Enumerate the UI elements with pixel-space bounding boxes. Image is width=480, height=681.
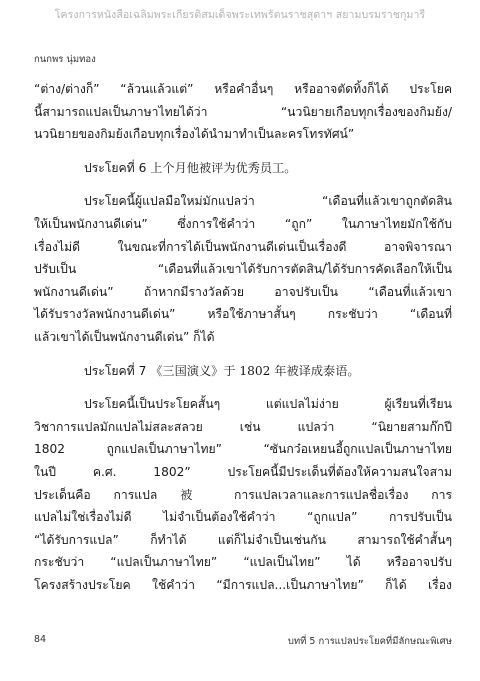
paragraph-line: แปลไม่ใช่เรื่องไม่ดี ไม่จำเป็นต้องใช้คำว่า “ถูกแปล” การปรับเป็น (34, 510, 452, 525)
paragraph-3 (34, 393, 452, 596)
author-name: กนกพร นุ่มทอง (34, 54, 96, 65)
paragraph-line: ปรับเป็น “เดือนที่แล้วเขาได้รับการตัดสิน/ได้รับการคัดเลือกให้เป็น (34, 262, 452, 277)
example-6 (34, 157, 452, 180)
paragraph-line: แล้วเขาได้เป็นพนักงานดีเด่น” ก็ได้ (34, 329, 215, 344)
chapter-footer: บทที่ 5 การแปลประโยคที่มีลักษณะพิเศษ (287, 636, 452, 647)
paragraph-1 (34, 78, 452, 146)
paragraph-line: ประเด็นคือ การแปล 被 การแปลเวลาและการแปลชื่อเรื่อง การ (34, 487, 452, 502)
example-label: ประโยคที่ 7 (84, 363, 147, 378)
paragraph-line: นี้สามารถแปลเป็นภาษาไทยได้ว่า “นวนิยายเกือบทุกเรื่องของกิมย้ง/ (34, 104, 452, 119)
example-sentence: 上个月他被评为优秀员工。 (150, 160, 297, 175)
paragraph-line: พนักงานดีเด่น” ถ้าหากมีรางวัลด้วย อาจปรับเป็น “เดือนที่แล้วเขา (34, 284, 452, 299)
paragraph-line: ได้รับรางวัลพนักงานดีเด่น” หรือใช้ภาษาสั้นๆ กระชับว่า “เดือนที่ (34, 307, 452, 322)
paragraph-line: วิชาการแปลมักแปลไม่สละสลวย เช่น แปลว่า “นิยายสามก๊กปี (34, 419, 452, 434)
example-label: ประโยคที่ 6 (84, 160, 147, 175)
paragraph-line: ในปี ค.ศ. 1802” ประโยคนี้มีประเด็นที่ต้องให้ความสนใจสาม (34, 464, 452, 479)
paragraph-2 (34, 190, 452, 348)
paragraph-line: ประโยคนี้เป็นประโยคสั้นๆ แต่แปลไม่ง่าย ผู้เรียนที่เรียน (84, 397, 452, 412)
paragraph-line: “ได้รับการแปล” ก็ทำได้ แต่ก็ไม่จำเป็นเช่นกัน สามารถใช้คำสั้นๆ (34, 532, 452, 547)
paragraph-line: “ต่าง/ต่างก็” “ล้วนแล้วแต่” หรือคำอื่นๆ หรืออาจตัดทิ้งก็ได้ ประโยค (34, 82, 452, 96)
example-sentence: 《三国演义》于 1802 年被译成泰语。 (150, 363, 360, 378)
paragraph-line: เรื่องไม่ดี ในขณะที่การได้เป็นพนักงานดีเด่นเป็นเรื่องดี อาจพิจารณา (34, 239, 452, 254)
example-7 (34, 360, 452, 383)
paragraph-line: ให้เป็นพนักงานดีเด่น” ซึ่งการใช้คำว่า “ถูก” ในภาษาไทยมักใช้กับ (34, 216, 452, 231)
paragraph-line: นวนิยายของกิมย้งเกือบทุกเรื่องได้นำมาทำเป็นละครโทรทัศน์” (34, 127, 355, 142)
running-header: โครงการหนังสือเฉลิมพระเกียรติสมเด็จพระเทพรัตนราชสุดาฯ สยามบรมราชกุมารี (54, 9, 426, 21)
page-body (34, 78, 452, 607)
paragraph-line: 1802 ถูกแปลเป็นภาษาไทย” “ซันกว๋อเหยนอี้ถูกแปลเป็นภาษาไทย (34, 442, 452, 457)
page-number: 84 (34, 634, 47, 645)
paragraph-line: กระชับว่า “แปลเป็นภาษาไทย” “แปลเป็นไทย” ได้ หรืออาจปรับ (34, 555, 452, 570)
paragraph-line: โครงสร้างประโยค ใช้คำว่า “มีการแปล...เป็นภาษาไทย” ก็ได้ เรื่อง (34, 577, 452, 592)
paragraph-line: ประโยคนี้ผู้แปลมือใหม่มักแปลว่า “เดือนที่แล้วเขาถูกตัดสิน (84, 194, 452, 209)
